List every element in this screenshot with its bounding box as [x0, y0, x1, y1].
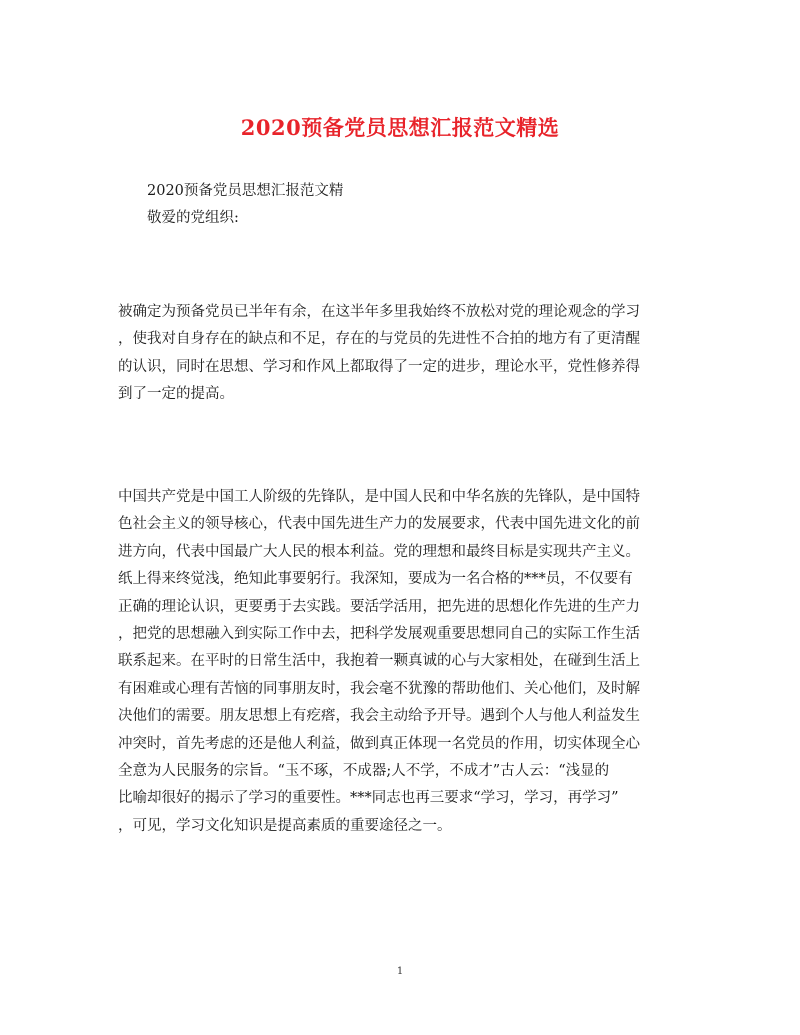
paragraph-line: 冲突时，首先考虑的还是他人利益，做到真正体现一名党员的作用，切实体现全心: [118, 735, 640, 752]
paragraph-line: 色社会主义的领导核心，代表中国先进生产力的发展要求，代表中国先进文化的前: [118, 516, 640, 533]
page-number: 1: [396, 966, 404, 977]
paragraph-line: 有困难或心理有苦恼的同事朋友时，我会毫不犹豫的帮助他们、关心他们，及时解: [118, 680, 640, 697]
paragraph-line: 中国共产党是中国工人阶级的先锋队，是中国人民和中华名族的先锋队，是中国特: [118, 489, 640, 505]
paragraph-line: ，使我对自身存在的缺点和不足，存在的与党员的先进性不合拍的地方有了更清醒: [118, 331, 640, 348]
paragraph-line: 全意为人民服务的宗旨。“玉不琢，不成器;人不学，不成才”古人云：“浅显的: [118, 763, 610, 780]
paragraph-line: ，把党的思想融入到实际工作中去，把科学发展观重要思想同自己的实际工作生活: [118, 626, 640, 643]
paragraph-line: 比喻却很好的揭示了学习的重要性。***同志也再三要求“学习，学习，再学习”: [118, 790, 619, 807]
paragraph-line: 纸上得来终觉浅，绝知此事要躬行。我深知，要成为一名合格的***员，不仅要有: [118, 571, 633, 588]
intro-block: [147, 178, 343, 232]
paragraph-2: [118, 484, 693, 840]
salutation: 敬爱的党组织:: [147, 210, 239, 226]
paragraph-line: 进方向，代表中国最广大人民的根本利益。党的理想和最终目标是实现共产主义。: [118, 543, 640, 560]
paragraph-line: 的认识，同时在思想、学习和作风上都取得了一定的进步，理论水平，党性修养得: [118, 358, 640, 375]
paragraph-1: [118, 299, 693, 409]
paragraph-line: ，可见，学习文化知识是提高素质的重要途径之一。: [118, 817, 452, 834]
document-title: 2020预备党员思想汇报范文精选: [240, 115, 560, 140]
paragraph-line: 决他们的需要。朋友思想上有疙瘩，我会主动给予开导。遇到个人与他人利益发生: [118, 708, 640, 725]
paragraph-line: 正确的理论认识，更要勇于去实践。要活学活用，把先进的思想化作先进的生产力: [118, 598, 640, 615]
document-subtitle: 2020预备党员思想汇报范文精: [147, 183, 344, 199]
paragraph-line: 到了一定的提高。: [118, 386, 234, 403]
paragraph-line: 被确定为预备党员已半年有余，在这半年多里我始终不放松对党的理论观念的学习: [118, 304, 640, 320]
paragraph-line: 联系起来。在平时的日常生活中，我抱着一颗真诚的心与大家相处，在碰到生活上: [118, 653, 640, 670]
